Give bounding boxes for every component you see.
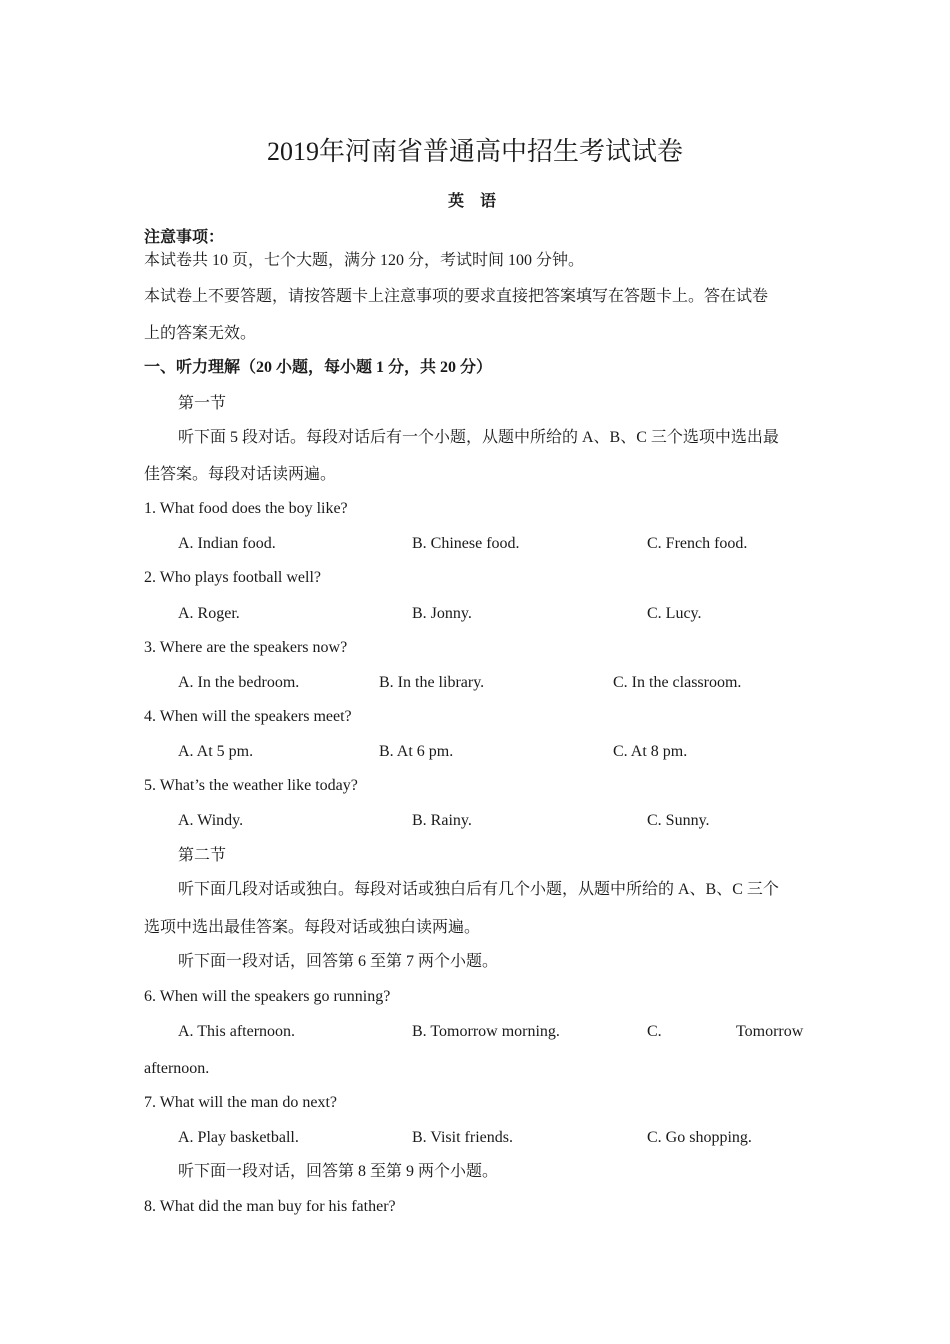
question-8: 8. What did the man buy for his father?: [144, 1198, 396, 1215]
q7-option-c: C. Go shopping.: [647, 1129, 752, 1146]
q4-option-a: A. At 5 pm.: [178, 743, 254, 760]
part1-instructions-a: 听下面 5 段对话。每段对话后有一个小题，从题中所给的 A、B、C 三个选项中选出最: [178, 429, 779, 446]
q6-option-c-continued: afternoon.: [144, 1060, 210, 1077]
q6-option-b: B. Tomorrow morning.: [412, 1023, 560, 1040]
question-5: 5. What’s the weather like today?: [144, 777, 358, 794]
q5-option-c: C. Sunny.: [647, 812, 710, 829]
notice-heading: 注意事项：: [144, 229, 225, 246]
q3-option-b: B. In the library.: [379, 674, 485, 691]
question-3: 3. Where are the speakers now?: [144, 639, 348, 656]
q6-option-c-letter: C.: [647, 1023, 662, 1040]
q6-option-c-word: Tomorrow: [736, 1023, 804, 1040]
q3-option-c: C. In the classroom.: [613, 674, 742, 691]
subject-heading: 英 语: [447, 193, 502, 210]
q5-option-a: A. Windy.: [178, 812, 244, 829]
question-6: 6. When will the speakers go running?: [144, 988, 391, 1005]
part2-label: 第二节: [178, 847, 227, 864]
question-7: 7. What will the man do next?: [144, 1094, 337, 1111]
q1-option-b: B. Chinese food.: [412, 535, 520, 552]
part1-instructions-b: 佳答案。每段对话读两遍。: [144, 466, 337, 483]
notice-line-1: 本试卷共 10 页，七个大题，满分 120 分，考试时间 100 分钟。: [144, 252, 585, 269]
q7-option-b: B. Visit friends.: [412, 1129, 513, 1146]
part2-instructions-a: 听下面几段对话或独白。每段对话或独白后有几个小题，从题中所给的 A、B、C 三个: [178, 881, 779, 898]
q4-option-b: B. At 6 pm.: [379, 743, 454, 760]
question-1: 1. What food does the boy like?: [144, 500, 348, 517]
notice-line-2a: 本试卷上不要答题，请按答题卡上注意事项的要求直接把答案填写在答题卡上。答在试卷: [144, 288, 769, 305]
page-title: 2019年河南省普通高中招生考试试卷: [266, 137, 683, 166]
section1-heading: 一、听力理解（20 小题，每小题 1 分，共 20 分）: [144, 359, 493, 376]
question-4: 4. When will the speakers meet?: [144, 708, 352, 725]
q7-option-a: A. Play basketball.: [178, 1129, 299, 1146]
q2-option-a: A. Roger.: [178, 605, 240, 622]
q2-option-b: B. Jonny.: [412, 605, 472, 622]
question-2: 2. Who plays football well?: [144, 569, 321, 586]
q5-option-b: B. Rainy.: [412, 812, 472, 829]
q1-option-c: C. French food.: [647, 535, 748, 552]
q2-option-c: C. Lucy.: [647, 605, 702, 622]
notice-line-2b: 上的答案无效。: [144, 325, 257, 342]
q4-option-c: C. At 8 pm.: [613, 743, 688, 760]
q1-option-a: A. Indian food.: [178, 535, 276, 552]
dialog-instructions-6-7: 听下面一段对话，回答第 6 至第 7 两个小题。: [178, 953, 499, 970]
part1-label: 第一节: [178, 395, 227, 412]
part2-instructions-b: 选项中选出最佳答案。每段对话或独白读两遍。: [144, 919, 481, 936]
q3-option-a: A. In the bedroom.: [178, 674, 300, 691]
q6-option-a: A. This afternoon.: [178, 1023, 296, 1040]
dialog-instructions-8-9: 听下面一段对话，回答第 8 至第 9 两个小题。: [178, 1163, 499, 1180]
